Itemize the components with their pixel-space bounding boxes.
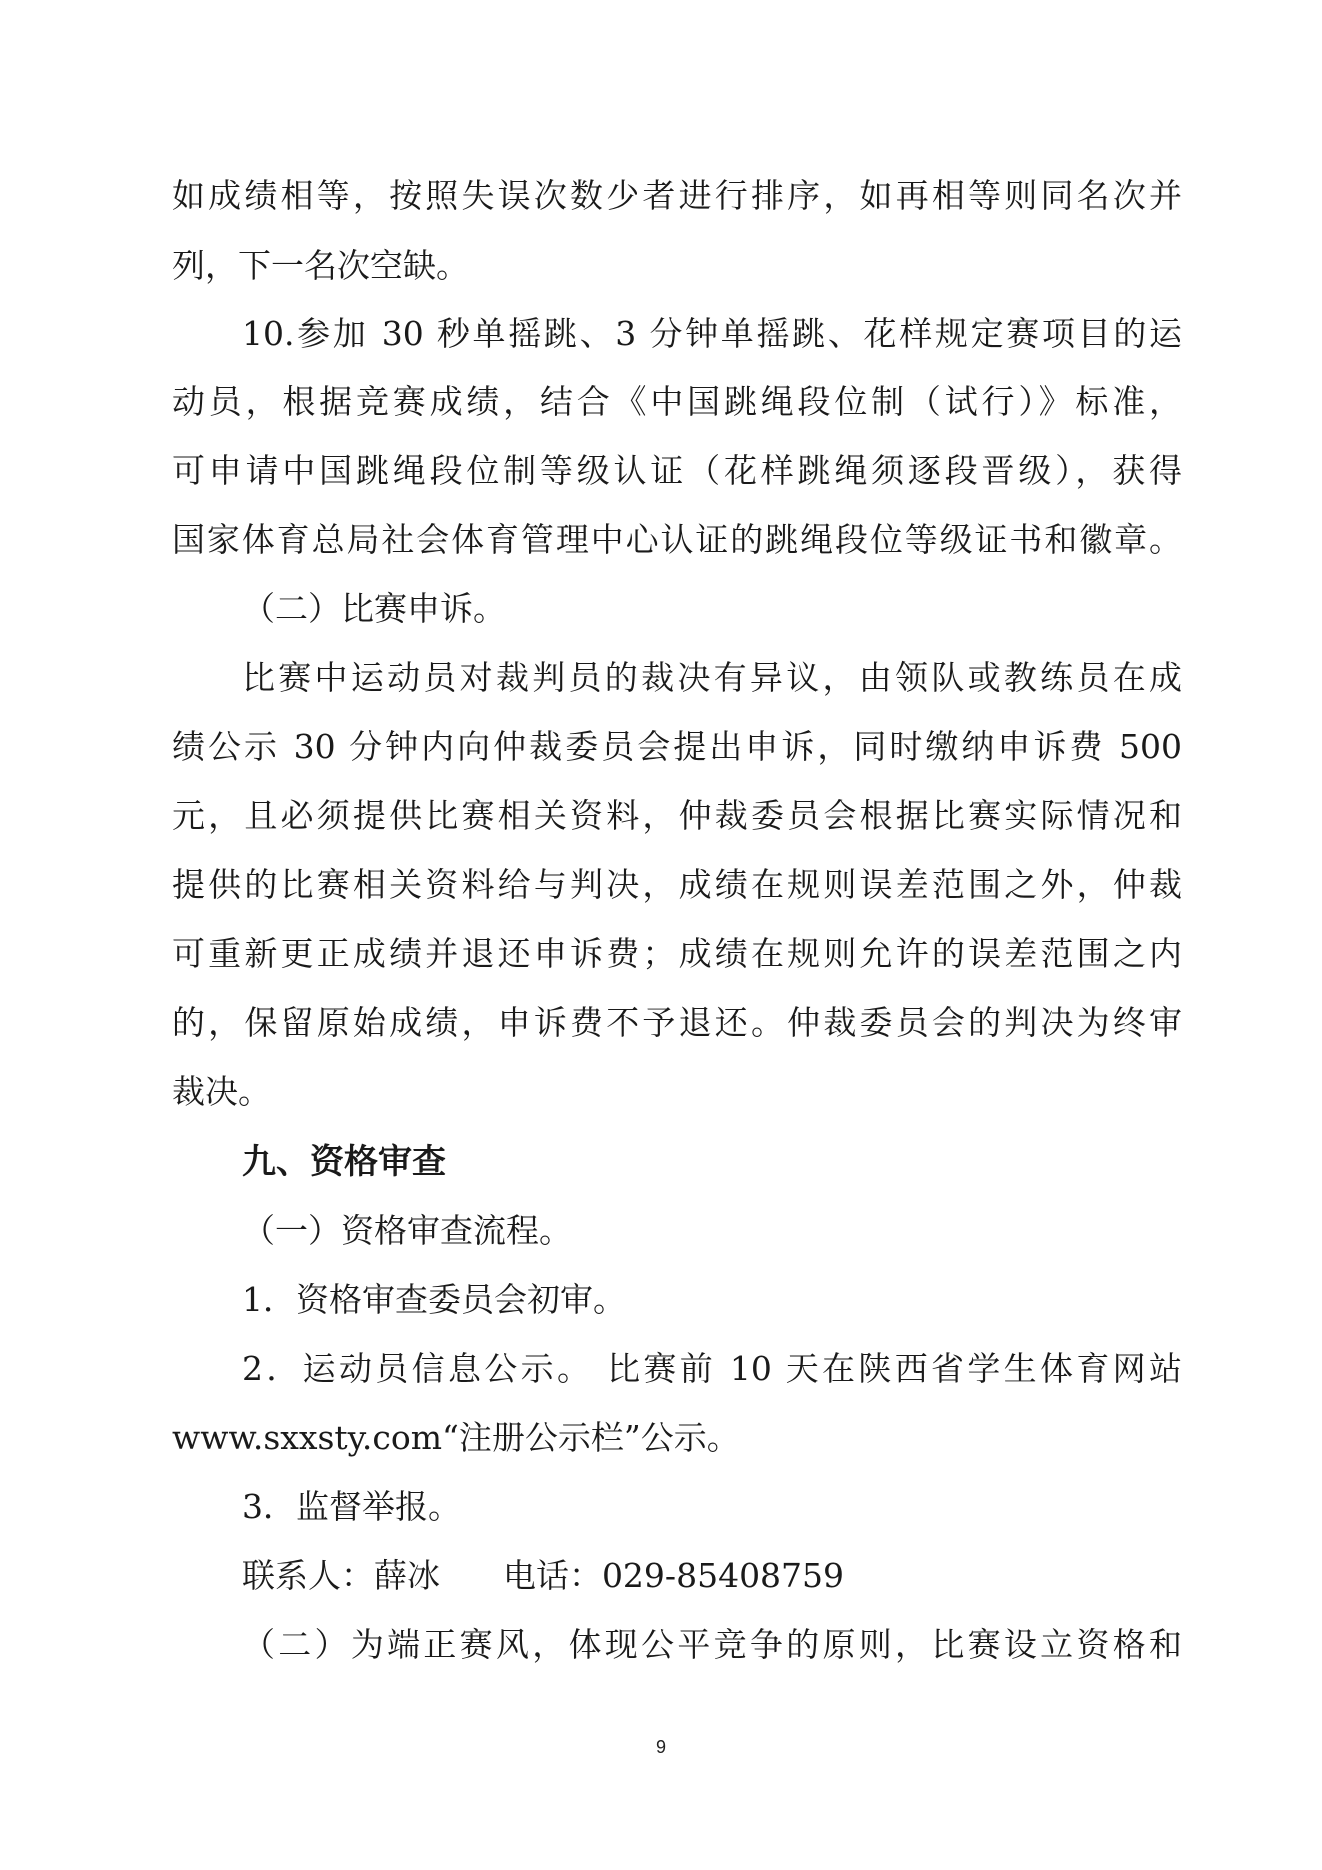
body-text-line: 比赛中运动员对裁判员的裁决有异议，由领队或教练员在成	[242, 658, 1182, 697]
body-text-line: 可申请中国跳绳段位制等级认证（花样跳绳须逐段晋级），获得	[172, 451, 1182, 490]
body-text-line: 绩公示 30 分钟内向仲裁委员会提出申诉，同时缴纳申诉费 500	[172, 727, 1182, 766]
body-text-line: 如成绩相等，按照失误次数少者进行排序，如再相等则同名次并	[172, 176, 1182, 215]
list-item: 2．运动员信息公示。 比赛前 10 天在陕西省学生体育网站	[242, 1349, 1182, 1388]
body-text-line: 提供的比赛相关资料给与判决，成绩在规则误差范围之外，仲裁	[172, 865, 1182, 904]
contact-line: 联系人：薛冰 电话：029-85408759	[242, 1556, 845, 1595]
body-text-line: 10.参加 30 秒单摇跳、3 分钟单摇跳、花样规定赛项目的运	[242, 314, 1182, 353]
body-text-line: 动员，根据竞赛成绩，结合《中国跳绳段位制（试行）》标准，	[172, 382, 1182, 421]
body-text-line: 裁决。	[172, 1072, 271, 1111]
list-item: 3．监督举报。	[242, 1487, 461, 1526]
body-text-line: www.sxxsty.com“注册公示栏”公示。	[172, 1418, 740, 1457]
body-text-line: 可重新更正成绩并退还申诉费；成绩在规则允许的误差范围之内	[172, 934, 1182, 973]
section-subheading: （二）为端正赛风，体现公平竞争的原则，比赛设立资格和	[242, 1625, 1182, 1664]
section-subheading: （一）资格审查流程。	[242, 1211, 572, 1250]
body-text-line: 国家体育总局社会体育管理中心认证的跳绳段位等级证书和徽章。	[172, 520, 1182, 559]
list-item: 1．资格审查委员会初审。	[242, 1280, 626, 1319]
body-text-line: 的，保留原始成绩，申诉费不予退还。仲裁委员会的判决为终审	[172, 1003, 1182, 1042]
page-number: 9	[655, 1737, 666, 1757]
body-text-line: 列，下一名次空缺。	[172, 246, 469, 285]
section-subheading: （二）比赛申诉。	[242, 589, 506, 628]
section-heading: 九、资格审查	[242, 1142, 446, 1182]
body-text-line: 元，且必须提供比赛相关资料，仲裁委员会根据比赛实际情况和	[172, 796, 1182, 835]
